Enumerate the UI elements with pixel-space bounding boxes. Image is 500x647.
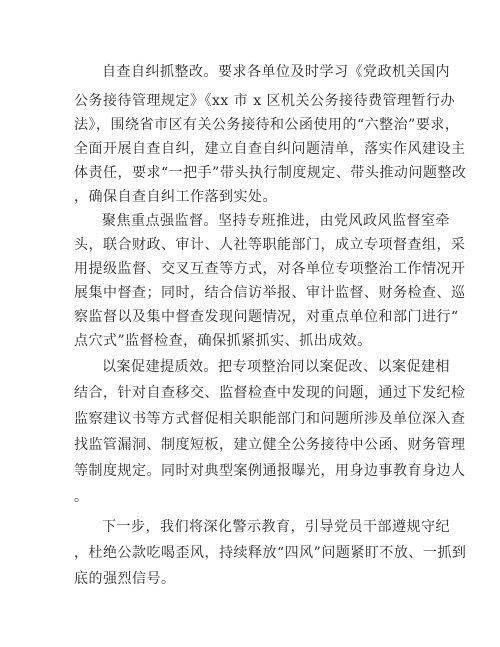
paragraph-3-line-2: 结合，针对自查移交、监督检查中发现的问题，通过下发纪检 bbox=[74, 385, 466, 401]
paragraph-1-line-3: 法》，围绕省市区有关公务接待和公函使用的“六整治”要求， bbox=[74, 117, 460, 133]
paragraph-3-line-4: 找监管漏洞、制度短板，建立健全公务接待中公函、财务管理 bbox=[74, 437, 466, 453]
paragraph-2-line-4: 展集中督查；同时，结合信访举报、审计监督、财务检查、巡 bbox=[74, 285, 466, 301]
paragraph-1-line-6: ，确保自查自纠工作落到实处。 bbox=[74, 189, 277, 205]
paragraph-3-line-5: 等制度规定。同时对典型案例通报曝光，用身边事教育身边人 bbox=[74, 463, 466, 479]
paragraph-2-line-5: 察监督以及集中督查发现问题情况，对重点单位和部门进行“ bbox=[74, 309, 459, 325]
paragraph-4-line-3: 底的强烈信号。 bbox=[74, 571, 176, 587]
paragraph-2-line-1: 聚焦重点强监督。坚持专班推进，由党风政风监督室牵 bbox=[102, 213, 450, 229]
paragraph-3-line-6: 。 bbox=[74, 489, 89, 505]
paragraph-3-line-3: 监察建议书等方式督促相关职能部门和问题所涉及单位深入查 bbox=[74, 411, 466, 427]
paragraph-2-line-3: 用提级监督、交叉互查等方式，对各单位专项整治工作情况开 bbox=[74, 261, 466, 277]
paragraph-1-line-1: 自查自纠抓整改。要求各单位及时学习《党政机关国内 bbox=[102, 64, 450, 80]
paragraph-1-line-2: 公务接待管理规定》《xx 市 x 区机关公务接待费管理暂行办 bbox=[74, 93, 456, 109]
paragraph-2-line-2: 头，联合财政、审计、人社等职能部门，成立专项督查组，采 bbox=[74, 237, 466, 253]
paragraph-1-line-4: 全面开展自查自纠，建立自查自纠问题清单，落实作风建设主 bbox=[74, 141, 466, 157]
paragraph-2-line-6: 点穴式”监督检查，确保抓紧抓实、抓出成效。 bbox=[74, 333, 372, 349]
paragraph-4-line-1: 下一步，我们将深化警示教育，引导党员干部遵规守纪 bbox=[102, 519, 450, 535]
paragraph-4-line-2: ，杜绝公款吃喝歪风，持续释放“四风”问题紧盯不放、一抓到 bbox=[74, 545, 467, 561]
paragraph-3-line-1: 以案促建提质效。把专项整治同以案促改、以案促建相 bbox=[102, 359, 450, 375]
paragraph-1-line-5: 体责任，要求“一把手”带头执行制度规定、带头推动问题整改 bbox=[74, 165, 467, 181]
